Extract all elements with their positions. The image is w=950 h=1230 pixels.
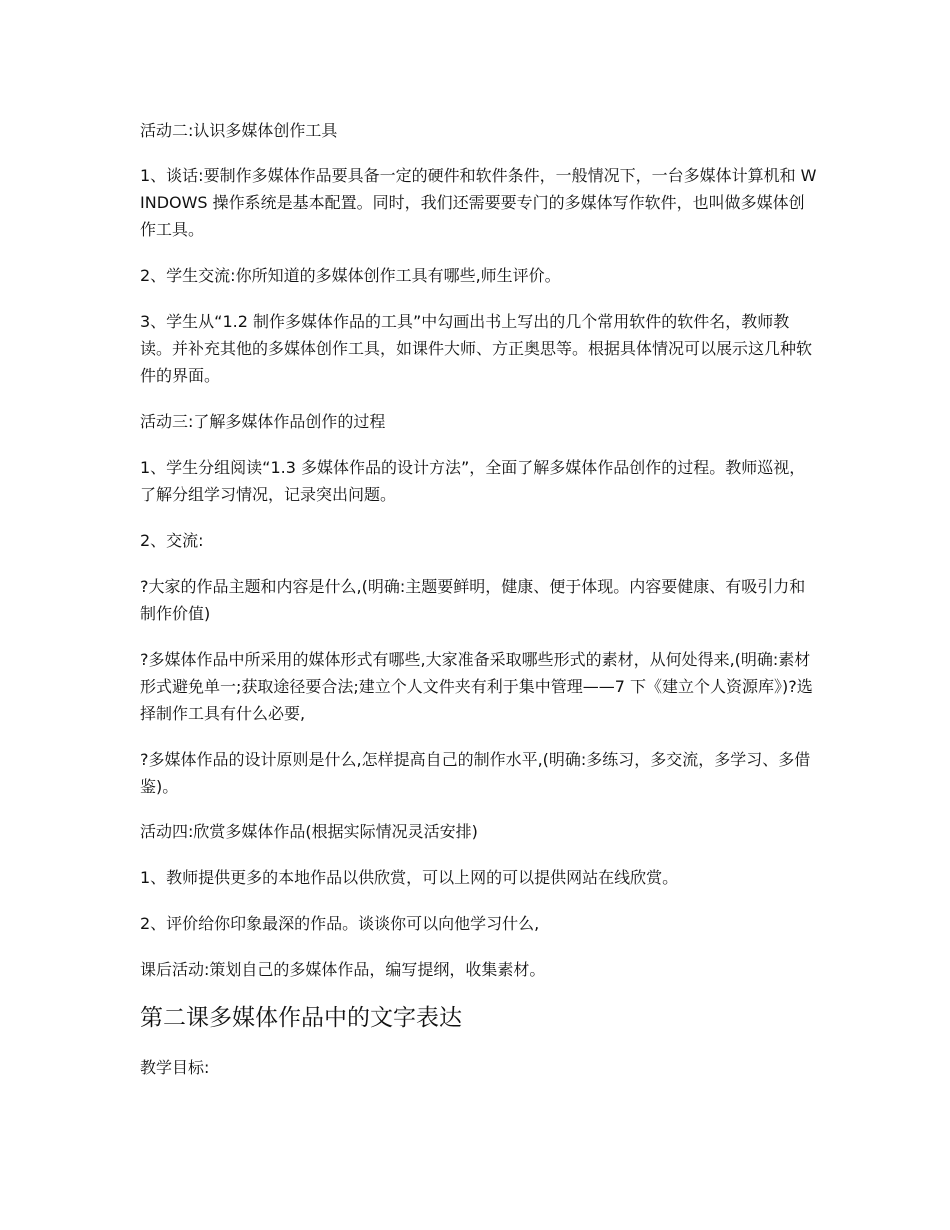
lesson-heading: 第二课多媒体作品中的文字表达: [140, 1005, 462, 1031]
question-media-forms: ?多媒体作品中所采用的媒体形式有哪些,大家准备采取哪些形式的素材，从何处得来,(明确:素材形式避免单一;获取途径要合法;建立个人文件夹有利于集中管理——7 下《建立个人资源库》)?选择制作工具有什么必要,: [140, 650, 813, 723]
paragraph-group-reading: 1、学生分组阅读“1.3 多媒体作品的设计方法”，全面了解多媒体作品创作的过程。教师巡视，了解分组学习情况，记录突出问题。: [140, 458, 806, 504]
activity-4-title: 活动四:欣赏多媒体作品(根据实际情况灵活安排): [140, 822, 478, 841]
paragraph-evaluate: 2、评价给你印象最深的作品。谈谈你可以向他学习什么,: [140, 914, 540, 933]
activity-3-title: 活动三:了解多媒体作品创作的过程: [140, 412, 386, 431]
question-design-principles: ?多媒体作品的设计原则是什么,怎样提高自己的制作水平,(明确:多练习，多交流，多学习、多借鉴)。: [140, 750, 811, 796]
paragraph-student-exchange: 2、学生交流:你所知道的多媒体创作工具有哪些,师生评价。: [140, 266, 561, 285]
paragraph-software-list: 3、学生从“1.2 制作多媒体作品的工具”中勾画出书上写出的几个常用软件的软件名，教师教读。并补充其他的多媒体创作工具，如课件大师、方正奥思等。根据具体情况可以展示这几种软件的界面。: [140, 312, 813, 385]
paragraph-teacher-provides: 1、教师提供更多的本地作品以供欣赏，可以上网的可以提供网站在线欣赏。: [140, 868, 679, 887]
paragraph-talk: 1、谈话:要制作多媒体作品要具备一定的硬件和软件条件，一般情况下，一台多媒体计算机和 WINDOWS 操作系统是基本配置。同时，我们还需要要专门的多媒体写作软件，也叫做多媒体创作工具。: [140, 166, 817, 239]
paragraph-after-class: 课后活动:策划自己的多媒体作品，编写提纲，收集素材。: [140, 960, 546, 979]
question-theme-content: ?大家的作品主题和内容是什么,(明确:主题要鲜明，健康、便于体现。内容要健康、有吸引力和制作价值): [140, 577, 806, 623]
paragraph-exchange-label: 2、交流:: [140, 531, 204, 550]
objectives-label: 教学目标:: [140, 1058, 210, 1077]
activity-2-title: 活动二:认识多媒体创作工具: [140, 121, 338, 140]
